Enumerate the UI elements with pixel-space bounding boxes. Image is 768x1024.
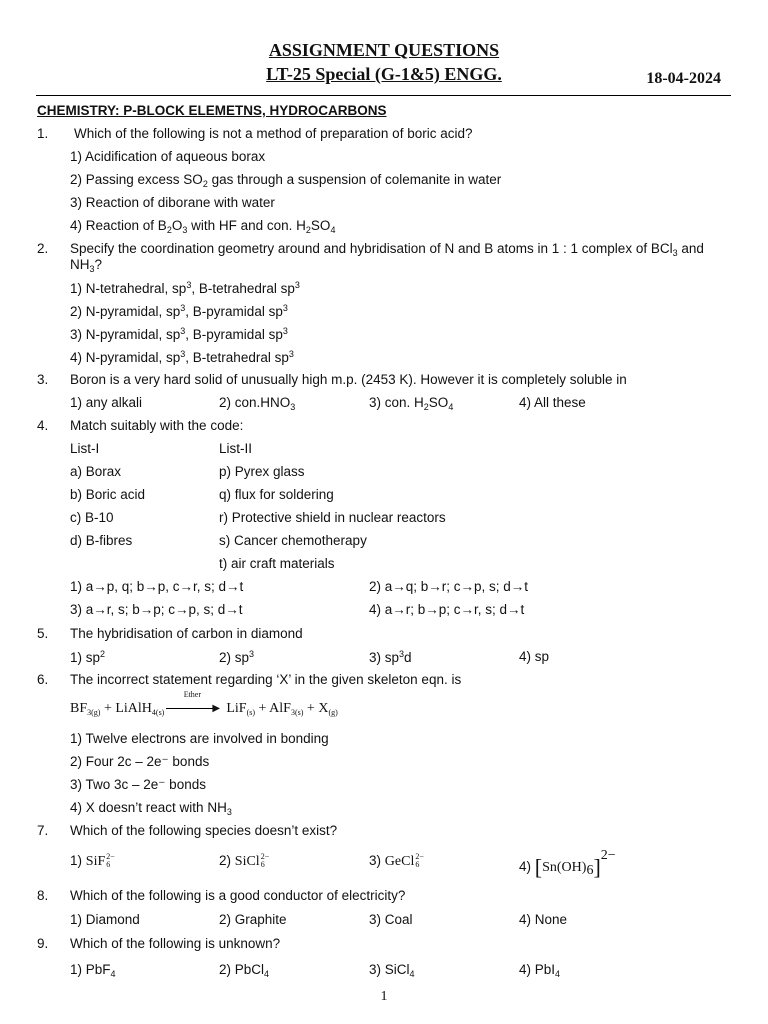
list-heading: List-I <box>70 441 100 456</box>
question-text: Which of the following is a good conductor of electricity? <box>70 888 406 903</box>
option: 1) $sp^2$ <box>70 649 106 665</box>
list-item: q) flux for soldering <box>219 487 334 502</box>
option: 4) $[Sn(OH)_6]^{2-}$ <box>519 848 616 880</box>
option: 1) Twelve electrons are involved in bonding <box>70 731 329 746</box>
question-text: Which of the following is unknown? <box>70 936 281 951</box>
option: 1) Acidification of aqueous borax <box>70 149 266 164</box>
option: 2) Graphite <box>219 912 287 927</box>
question-text: $NH_3$? <box>70 257 103 274</box>
option: 3) a→r, s; b→p; c→p, s; d→t <box>70 602 243 617</box>
option: 1) N-tetrahedral, $sp^3$, B-tetrahedral $sp^3$ <box>70 280 300 296</box>
question-number: 6. <box>37 672 49 687</box>
page-subtitle: LT-25 Special (G-1&5) ENGG. <box>266 64 502 84</box>
list-heading: List-II <box>219 441 253 456</box>
header-divider <box>36 95 731 96</box>
option: 4) N-pyramidal, $sp^3$, B-tetrahedral $sp^3$ <box>70 349 294 365</box>
question-number: 1. <box>37 126 49 141</box>
option: 4) All these <box>519 395 586 410</box>
option: 1) PbF$_4$ <box>70 962 116 979</box>
question-number: 9. <box>37 936 49 951</box>
list-item: a) Borax <box>70 464 122 479</box>
option: 4) Reaction of $B_2O_3$ with HF and con. $H_2SO_4$ <box>70 218 336 235</box>
page-number: 1 <box>380 989 388 1004</box>
option: 3) Coal <box>369 912 413 927</box>
option: 1) SiF2− 6 <box>70 852 115 870</box>
question-number: 2. <box>37 241 49 256</box>
list-item: b) Boric acid <box>70 487 146 502</box>
list-item: d) B-fibres <box>70 533 133 548</box>
option: 4) sp <box>519 649 550 664</box>
option: 4) a→r; b→p; c→r, s; d→t <box>369 602 525 617</box>
list-item: p) Pyrex glass <box>219 464 305 479</box>
option: 1) any alkali <box>70 395 143 410</box>
option: 2) SiCl2− 6 <box>219 852 270 870</box>
option: 2) N-pyramidal, $sp^3$, B-pyramidal $sp^3$ <box>70 303 288 319</box>
question-text: The hybridisation of carbon in diamond <box>70 626 303 641</box>
question-text: Specify the coordination geometry around and hybridisation of N and B atoms in 1 : 1 complex of BCl$_3$ and <box>70 241 704 258</box>
option: 1) a→p, q; b→p, c→r, s; d→t <box>70 579 244 594</box>
option: 3) SiCl$_4$ <box>369 962 415 979</box>
option: 2) $sp^3$ <box>219 649 255 665</box>
question-text: Which of the following species doesn’t exist? <box>70 823 338 838</box>
option: 3) con. $H_2SO_4$ <box>369 395 454 412</box>
question-number: 7. <box>37 823 49 838</box>
option: 1) Diamond <box>70 912 140 927</box>
option: 4) None <box>519 912 568 927</box>
list-item: r) Protective shield in nuclear reactors <box>219 510 446 525</box>
option: 4) PbI$_4$ <box>519 962 561 979</box>
list-item: s) Cancer chemotherapy <box>219 533 367 548</box>
option: 3) Reaction of diborane with water <box>70 195 275 210</box>
list-item: c) B-10 <box>70 510 114 525</box>
chemical-equation: $BF_{3(g)}$ + LiAlH$_{4(s)}$ Ether ▶ $LiF_{(s)} + AlF_{3(s)} + X_{(g)}$ <box>70 690 338 717</box>
question-number: 4. <box>37 418 49 433</box>
option: 2) a→q; b→r; c→p, s; d→t <box>369 579 529 594</box>
option: 4) X doesn’t react with $NH_3$ <box>70 800 232 817</box>
question-number: 8. <box>37 888 49 903</box>
question-text: Boron is a very hard solid of unusually high m.p. (2453 K). However it is completely soluble in <box>70 372 627 387</box>
option: 3) GeCl2− 6 <box>369 852 424 870</box>
option: 2) $con.HNO_3$ <box>219 395 296 412</box>
option: 2) PbCl$_4$ <box>219 962 270 979</box>
option: 2) Passing excess $SO_2$ gas through a suspension of colemanite in water <box>70 172 502 189</box>
question-text: Match suitably with the code: <box>70 418 244 433</box>
subject-heading: CHEMISTRY: P-BLOCK ELEMETNS, HYDROCARBONS <box>37 103 387 118</box>
question-text: Which of the following is not a method of preparation of boric acid? <box>74 126 473 141</box>
question-number: 3. <box>37 372 49 387</box>
option: 3) $sp^3d$ <box>369 649 412 665</box>
option: 2) Four 2c – 2e⁻ bonds <box>70 754 210 769</box>
date: 18-04-2024 <box>646 70 721 87</box>
page-title: ASSIGNMENT QUESTIONS <box>268 40 500 60</box>
question-number: 5. <box>37 626 49 641</box>
question-text: The incorrect statement regarding ‘X’ in the given skeleton eqn. is <box>70 672 462 687</box>
option: 3) Two 3c – 2e⁻ bonds <box>70 777 206 792</box>
list-item: t) air craft materials <box>219 556 335 571</box>
reaction-arrow-icon: Ether ▶ <box>166 701 224 717</box>
option: 3) N-pyramidal, $sp^3$, B-pyramidal $sp^3$ <box>70 326 288 342</box>
